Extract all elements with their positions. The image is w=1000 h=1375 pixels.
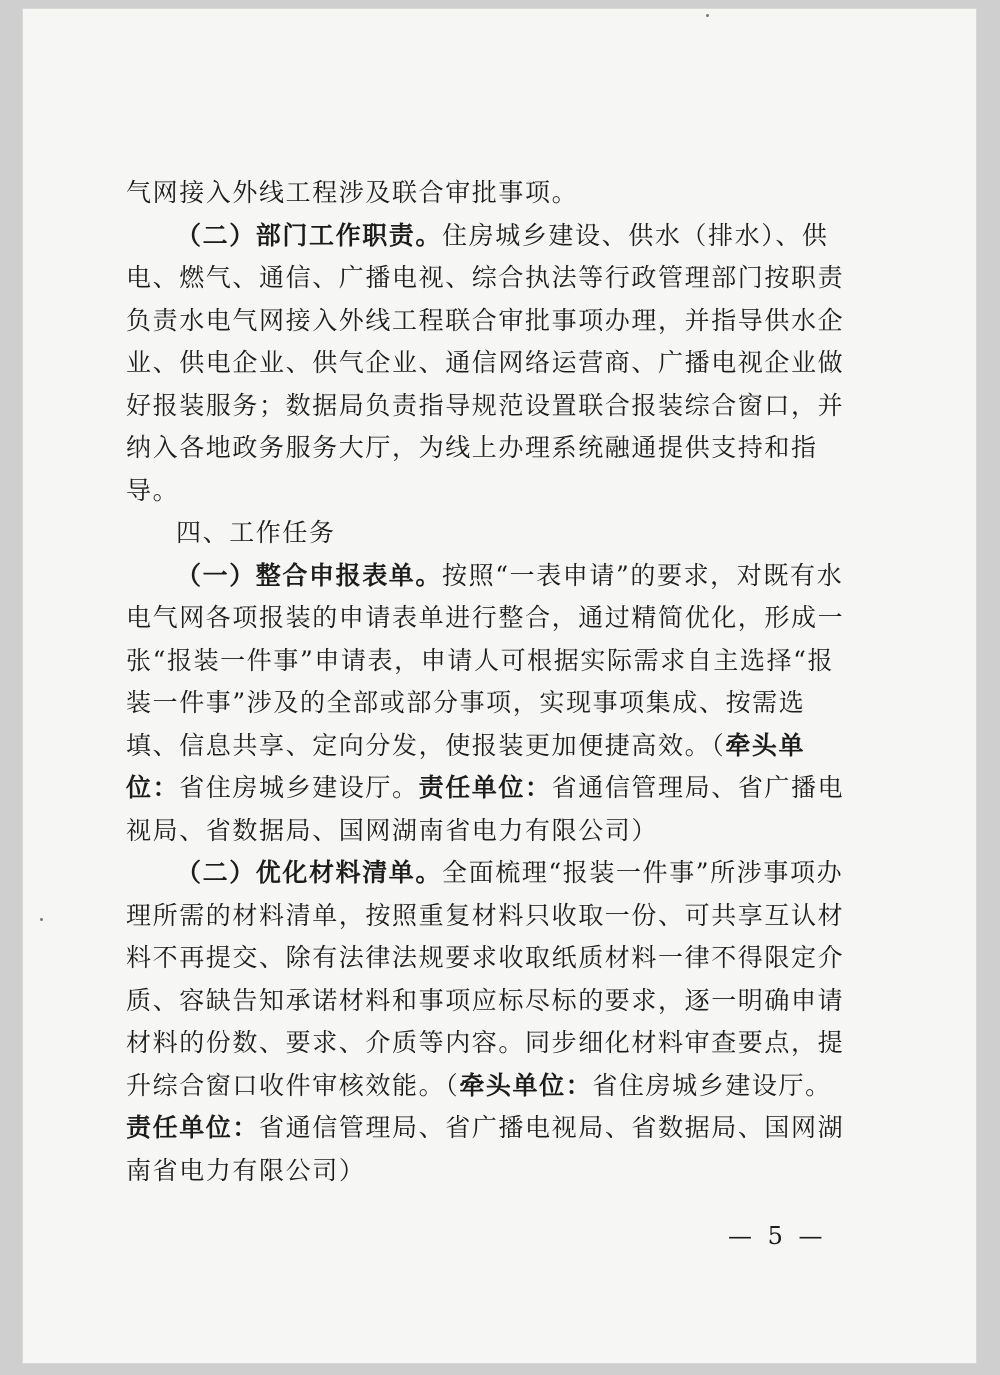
scan-speck — [706, 14, 709, 17]
body-department-duties: 住房城乡建设、供水（排水）、供电、燃气、通信、广播电视、综合执法等行政管理部门按职责负责水电气网接入外线工程联合审批事项办理，并指导供水企业、供电企业、供气企业、通信网络运营商、广播电视企业做好报装服务；数据局负责指导规范设置联合报装综合窗口，并纳入各地政务服务大厅，为线上办理系统融通提供支持和指导。 — [126, 220, 845, 505]
line-top: 气网接入外线工程涉及联合审批事项。 — [126, 178, 579, 207]
responsible-unit-label: 责任单位： — [418, 773, 552, 802]
heading-task-2: （二）优化材料清单。 — [176, 858, 443, 887]
responsible-unit-label: 责任单位： — [126, 1113, 260, 1142]
scan-speck — [40, 918, 43, 921]
lead-unit-value: 省住房城乡建设厅。 — [179, 773, 419, 802]
section-title-tasks: 四、工作任务 — [176, 518, 336, 547]
document-body — [126, 172, 851, 1192]
paren-close: ） — [338, 1155, 366, 1185]
body-task-1: 按照“一表申请”的要求，对既有水电气网各项报装的申请表单进行整合，通过精简优化，形成一张“报装一件事”申请表，申请人可根据实际需求自主选择“报装一件事”涉及的全部或部分事项，实现事项集成、按需选填、信息共享、定向分发，使报装更加便捷高效。 — [126, 560, 845, 760]
responsible-unit-value: 省通信管理局、省广播电视局、省数据局、国网湖南省电力有限公司 — [126, 773, 845, 845]
lead-unit-value: 省住房城乡建设厅。 — [592, 1070, 832, 1100]
lead-unit-label: 牵头单位： — [459, 1070, 593, 1100]
paren-open: （ — [711, 730, 726, 760]
responsible-unit-value: 省通信管理局、省广播电视局、省数据局、国网湖南省电力有限公司 — [126, 1113, 845, 1185]
paragraph-task-1 — [126, 555, 851, 853]
paragraph-task-2 — [126, 852, 851, 1192]
paren-close: ） — [631, 815, 659, 845]
paragraph-department-duties — [126, 215, 851, 513]
paren-open: （ — [445, 1070, 460, 1100]
heading-department-duties: （二）部门工作职责。 — [176, 220, 443, 250]
heading-task-1: （一）整合申报表单。 — [176, 560, 443, 590]
lead-unit-label: 牵头单位： — [126, 730, 806, 802]
body-task-2: 全面梳理“报装一件事”所涉事项办理所需的材料清单，按照重复材料只收取一份、可共享互认材料不再提交、除有法律法规要求收取纸质材料一律不得限定介质、容缺告知承诺材料和事项应标尽标的要求，逐一明确申请材料的份数、要求、介质等内容。同步细化材料审查要点，提升综合窗口收件审核效能。 — [126, 858, 845, 1100]
page-number: — 5 — — [728, 1222, 827, 1250]
